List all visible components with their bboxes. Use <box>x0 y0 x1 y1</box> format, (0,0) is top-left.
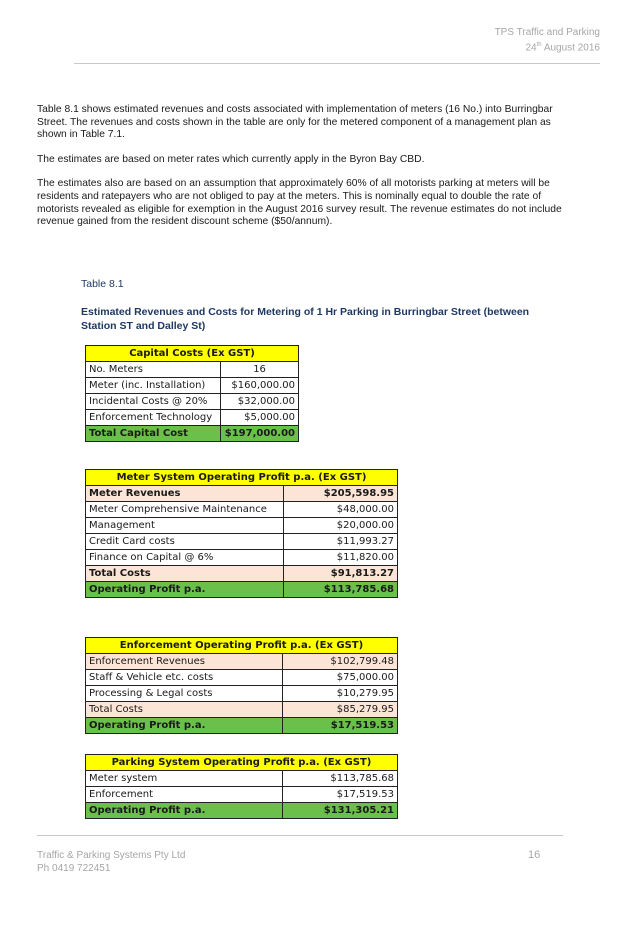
table-row <box>86 686 398 702</box>
row-label: Meter Comprehensive Maintenance <box>86 502 284 518</box>
total-value: $91,813.27 <box>283 566 397 582</box>
total-value: $197,000.00 <box>221 426 299 442</box>
row-value: $205,598.95 <box>283 486 397 502</box>
meter-heading: Meter System Operating Profit p.a. (Ex GST) <box>86 470 398 486</box>
capital-costs-table <box>85 345 299 442</box>
meter-system-table <box>85 469 398 598</box>
footer-divider <box>37 835 563 836</box>
row-label: Management <box>86 518 284 534</box>
row-value: $17,519.53 <box>283 787 398 803</box>
header-date-suffix: th <box>536 42 542 48</box>
total-row <box>86 566 398 582</box>
enforcement-table <box>85 637 398 734</box>
table-row <box>86 787 398 803</box>
row-label: No. Meters <box>86 362 221 378</box>
total-label: Total Costs <box>86 702 283 718</box>
header-company: TPS Traffic and Parking <box>494 27 600 38</box>
page-number: 16 <box>528 849 541 861</box>
row-value: $75,000.00 <box>283 670 398 686</box>
revenue-row <box>86 654 398 670</box>
row-label: Enforcement <box>86 787 283 803</box>
enforcement-heading: Enforcement Operating Profit p.a. (Ex GST) <box>86 638 398 654</box>
table-row <box>86 502 398 518</box>
profit-label: Operating Profit p.a. <box>86 803 283 819</box>
table-row <box>86 534 398 550</box>
page-header <box>495 26 600 54</box>
row-label: Meter system <box>86 771 283 787</box>
row-value: $11,993.27 <box>283 534 397 550</box>
profit-value: $131,305.21 <box>283 803 398 819</box>
row-value: $160,000.00 <box>221 378 299 394</box>
profit-row <box>86 718 398 734</box>
row-value: $11,820.00 <box>283 550 397 566</box>
row-value: $32,000.00 <box>221 394 299 410</box>
total-value: $85,279.95 <box>283 702 398 718</box>
table-row <box>86 378 299 394</box>
row-label: Processing & Legal costs <box>86 686 283 702</box>
parking-heading: Parking System Operating Profit p.a. (Ex GST) <box>86 755 398 771</box>
table-row <box>86 394 299 410</box>
paragraph: The estimates also are based on an assumption that approximately 60% of all motorists parking at meters will be residents and ratepayers who are not obliged to pay at the meters. This is nominally equal to double the rate of motorists revealed as eligible for exemption in the August 2016 survey result. The revenue estimates do not include revenue gained from the resident discount scheme ($50/annum). <box>37 178 562 228</box>
profit-row <box>86 803 398 819</box>
profit-label: Operating Profit p.a. <box>86 582 284 598</box>
table-row <box>86 518 398 534</box>
row-value: $20,000.00 <box>283 518 397 534</box>
total-row <box>86 426 299 442</box>
table-row <box>86 670 398 686</box>
row-label: Incidental Costs @ 20% <box>86 394 221 410</box>
row-label: Enforcement Technology <box>86 410 221 426</box>
header-date-day: 24 <box>525 42 537 54</box>
paragraph: The estimates are based on meter rates which currently apply in the Byron Bay CBD. <box>37 153 425 165</box>
total-label: Total Costs <box>86 566 284 582</box>
row-value: $5,000.00 <box>221 410 299 426</box>
body-text <box>37 104 583 241</box>
row-value: $10,279.95 <box>283 686 398 702</box>
row-label: Finance on Capital @ 6% <box>86 550 284 566</box>
row-label: Enforcement Revenues <box>86 654 283 670</box>
table-row <box>86 550 398 566</box>
row-value: $102,799.48 <box>283 654 398 670</box>
paragraph: Table 8.1 shows estimated revenues and costs associated with implementation of meters (16 No.) into Burringbar Street. The revenues and costs shown in the table are only for the metered component of a management plan as shown in Table 7.1. <box>37 104 553 141</box>
footer-phone: Ph 0419 722451 <box>37 863 111 874</box>
table-row <box>86 771 398 787</box>
profit-value: $113,785.68 <box>283 582 397 598</box>
revenue-row <box>86 486 398 502</box>
row-value: 16 <box>221 362 299 378</box>
row-label: Meter Revenues <box>86 486 284 502</box>
capital-heading: Capital Costs (Ex GST) <box>86 346 299 362</box>
header-date-rest: August 2016 <box>543 42 600 54</box>
row-label: Meter (inc. Installation) <box>86 378 221 394</box>
profit-label: Operating Profit p.a. <box>86 718 283 734</box>
row-value: $113,785.68 <box>283 771 398 787</box>
header-divider <box>74 63 600 64</box>
profit-row <box>86 582 398 598</box>
row-label: Staff & Vehicle etc. costs <box>86 670 283 686</box>
footer-company: Traffic & Parking Systems Pty Ltd <box>37 850 186 861</box>
parking-system-table <box>85 754 398 819</box>
row-label: Credit Card costs <box>86 534 284 550</box>
header-date <box>495 39 600 54</box>
page-footer <box>37 849 185 875</box>
table-row <box>86 410 299 426</box>
table-title: Estimated Revenues and Costs for Metering of 1 Hr Parking in Burringbar Street (between Station ST and Dalley St) <box>81 306 530 332</box>
total-row <box>86 702 398 718</box>
table-label: Table 8.1 <box>81 278 124 290</box>
row-value: $48,000.00 <box>283 502 397 518</box>
table-row <box>86 362 299 378</box>
profit-value: $17,519.53 <box>283 718 398 734</box>
total-label: Total Capital Cost <box>86 426 221 442</box>
